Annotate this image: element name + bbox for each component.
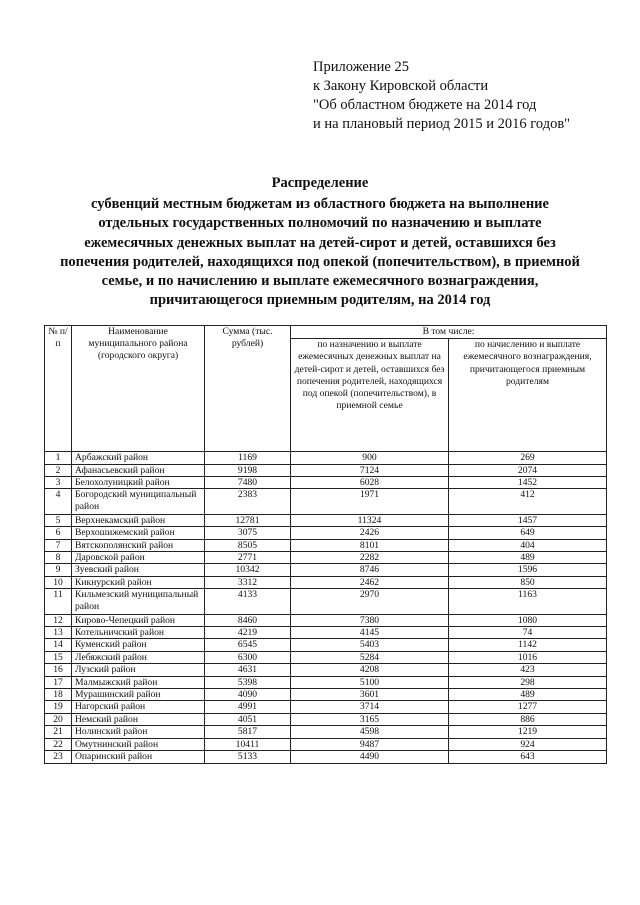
row-sum: 10342	[205, 564, 291, 576]
row-number: 8	[45, 552, 72, 564]
row-sum: 10411	[205, 738, 291, 750]
row-monthly-payments: 3714	[291, 701, 449, 713]
row-number: 14	[45, 639, 72, 651]
table-row	[45, 589, 607, 614]
row-number: 4	[45, 489, 72, 514]
row-sum: 5133	[205, 751, 291, 763]
row-sum: 4991	[205, 701, 291, 713]
title-line: Распределение	[271, 175, 369, 191]
row-foster-remuneration: 412	[449, 489, 607, 514]
header-sum: Сумма (тыс. рублей)	[205, 326, 291, 452]
table-row	[45, 576, 607, 588]
row-monthly-payments: 9487	[291, 738, 449, 750]
row-monthly-payments: 3601	[291, 689, 449, 701]
row-district-name: Мурашинский район	[72, 689, 205, 701]
row-district-name: Кирово-Чепецкий район	[72, 614, 205, 626]
row-number: 2	[45, 464, 72, 476]
row-monthly-payments: 7124	[291, 464, 449, 476]
row-number: 13	[45, 627, 72, 639]
header-including: В том числе:	[291, 326, 607, 339]
appendix-line: к Закону Кировской области	[313, 78, 489, 94]
appendix-heading	[313, 58, 570, 134]
table-row	[45, 701, 607, 713]
subvention-table	[44, 325, 607, 764]
row-foster-remuneration: 649	[449, 527, 607, 539]
table-row	[45, 726, 607, 738]
header-foster-remuneration: по начислению и выплате ежемесячного вознаграждения, причитающегося приемным родителям	[449, 339, 607, 452]
row-foster-remuneration: 74	[449, 627, 607, 639]
row-sum: 8505	[205, 539, 291, 551]
table-body	[45, 452, 607, 763]
row-foster-remuneration: 643	[449, 751, 607, 763]
table-row	[45, 689, 607, 701]
row-number: 17	[45, 676, 72, 688]
row-district-name: Верхошижемский район	[72, 527, 205, 539]
row-foster-remuneration: 850	[449, 576, 607, 588]
row-district-name: Верхнекамский район	[72, 514, 205, 526]
table-row	[45, 713, 607, 725]
row-foster-remuneration: 423	[449, 664, 607, 676]
row-sum: 12781	[205, 514, 291, 526]
header-monthly-payments: по назначению и выплате ежемесячных денежных выплат на детей-сирот и детей, оставшихся без попечения родителей, находящихся под опекой (попечительством), в приемной семье	[291, 339, 449, 452]
row-foster-remuneration: 489	[449, 552, 607, 564]
row-district-name: Даровской район	[72, 552, 205, 564]
row-sum: 9198	[205, 464, 291, 476]
row-district-name: Вятскополянский район	[72, 539, 205, 551]
row-sum: 4219	[205, 627, 291, 639]
row-sum: 3312	[205, 576, 291, 588]
row-monthly-payments: 5403	[291, 639, 449, 651]
row-district-name: Опаринский район	[72, 751, 205, 763]
row-sum: 5398	[205, 676, 291, 688]
row-foster-remuneration: 1457	[449, 514, 607, 526]
row-monthly-payments: 2462	[291, 576, 449, 588]
row-monthly-payments: 6028	[291, 477, 449, 489]
title-line: отдельных государственных полномочий по назначению и выплате	[98, 215, 542, 232]
row-foster-remuneration: 1142	[449, 639, 607, 651]
row-district-name: Лебяжский район	[72, 651, 205, 663]
row-number: 20	[45, 713, 72, 725]
row-monthly-payments: 4208	[291, 664, 449, 676]
row-foster-remuneration: 924	[449, 738, 607, 750]
row-sum: 5817	[205, 726, 291, 738]
row-foster-remuneration: 1163	[449, 589, 607, 614]
row-number: 7	[45, 539, 72, 551]
row-district-name: Зуевский район	[72, 564, 205, 576]
table-row	[45, 452, 607, 464]
row-monthly-payments: 3165	[291, 713, 449, 725]
row-monthly-payments: 2970	[291, 589, 449, 614]
row-sum: 4090	[205, 689, 291, 701]
row-foster-remuneration: 1016	[449, 651, 607, 663]
row-monthly-payments: 4490	[291, 751, 449, 763]
row-district-name: Нолинский район	[72, 726, 205, 738]
title-line: причитающегося приемным родителям, на 2014 год	[149, 292, 491, 309]
row-number: 18	[45, 689, 72, 701]
header-num: № п/п	[45, 326, 72, 452]
row-monthly-payments: 5284	[291, 651, 449, 663]
row-monthly-payments: 5100	[291, 676, 449, 688]
table-row	[45, 614, 607, 626]
row-foster-remuneration: 269	[449, 452, 607, 464]
table-row	[45, 527, 607, 539]
table-row	[45, 639, 607, 651]
row-number: 15	[45, 651, 72, 663]
row-foster-remuneration: 1219	[449, 726, 607, 738]
row-monthly-payments: 2282	[291, 552, 449, 564]
row-sum: 4051	[205, 713, 291, 725]
row-sum: 4631	[205, 664, 291, 676]
table-row	[45, 552, 607, 564]
row-sum: 8460	[205, 614, 291, 626]
row-number: 3	[45, 477, 72, 489]
row-sum: 2383	[205, 489, 291, 514]
table-row	[45, 514, 607, 526]
row-number: 19	[45, 701, 72, 713]
row-foster-remuneration: 1277	[449, 701, 607, 713]
header-name: Наименование муниципального района (городского округа)	[72, 326, 205, 452]
row-sum: 2771	[205, 552, 291, 564]
row-monthly-payments: 4598	[291, 726, 449, 738]
row-foster-remuneration: 489	[449, 689, 607, 701]
row-number: 16	[45, 664, 72, 676]
table-row	[45, 477, 607, 489]
row-monthly-payments: 8746	[291, 564, 449, 576]
row-monthly-payments: 900	[291, 452, 449, 464]
row-district-name: Малмыжский район	[72, 676, 205, 688]
title-line: попечения родителей, находящихся под опекой (попечительством), в приемной	[60, 253, 580, 270]
row-sum: 4133	[205, 589, 291, 614]
row-monthly-payments: 11324	[291, 514, 449, 526]
row-district-name: Котельничский район	[72, 627, 205, 639]
appendix-line: "Об областном бюджете на 2014 год	[313, 97, 537, 113]
title-line: семье, и по начислению и выплате ежемесячного вознаграждения,	[101, 273, 539, 290]
row-number: 5	[45, 514, 72, 526]
row-number: 11	[45, 589, 72, 614]
row-monthly-payments: 1971	[291, 489, 449, 514]
table-row	[45, 539, 607, 551]
row-district-name: Белохолуницкий район	[72, 477, 205, 489]
title-line: ежемесячных денежных выплат на детей-сирот и детей, оставшихся без	[84, 234, 556, 251]
row-number: 9	[45, 564, 72, 576]
appendix-line: Приложение 25	[313, 59, 409, 75]
row-foster-remuneration: 404	[449, 539, 607, 551]
table-row	[45, 564, 607, 576]
row-monthly-payments: 8101	[291, 539, 449, 551]
row-number: 12	[45, 614, 72, 626]
row-sum: 6545	[205, 639, 291, 651]
row-number: 21	[45, 726, 72, 738]
row-monthly-payments: 7380	[291, 614, 449, 626]
row-foster-remuneration: 1596	[449, 564, 607, 576]
row-district-name: Омутнинский район	[72, 738, 205, 750]
title-line: субвенций местным бюджетам из областного бюджета на выполнение	[91, 196, 549, 213]
table-row	[45, 489, 607, 514]
table-header-row	[45, 326, 607, 339]
row-number: 1	[45, 452, 72, 464]
row-district-name: Афанасьевский район	[72, 464, 205, 476]
row-sum: 1169	[205, 452, 291, 464]
row-foster-remuneration: 886	[449, 713, 607, 725]
row-foster-remuneration: 298	[449, 676, 607, 688]
row-monthly-payments: 2426	[291, 527, 449, 539]
table-row	[45, 464, 607, 476]
row-foster-remuneration: 1452	[449, 477, 607, 489]
row-district-name: Немский район	[72, 713, 205, 725]
row-number: 6	[45, 527, 72, 539]
table-row	[45, 751, 607, 763]
document-title	[20, 174, 620, 310]
row-district-name: Нагорский район	[72, 701, 205, 713]
appendix-line: и на плановый период 2015 и 2016 годов"	[313, 116, 571, 132]
row-sum: 3075	[205, 527, 291, 539]
row-number: 10	[45, 576, 72, 588]
row-district-name: Кикнурский район	[72, 576, 205, 588]
row-district-name: Кильмезский муниципальный район	[72, 589, 205, 614]
row-number: 23	[45, 751, 72, 763]
row-monthly-payments: 4145	[291, 627, 449, 639]
table-row	[45, 664, 607, 676]
row-district-name: Богородский муниципальный район	[72, 489, 205, 514]
table-row	[45, 676, 607, 688]
row-number: 22	[45, 738, 72, 750]
table-row	[45, 651, 607, 663]
row-foster-remuneration: 1080	[449, 614, 607, 626]
row-district-name: Лузский район	[72, 664, 205, 676]
row-foster-remuneration: 2074	[449, 464, 607, 476]
row-district-name: Арбажский район	[72, 452, 205, 464]
row-district-name: Куменский район	[72, 639, 205, 651]
table-row	[45, 627, 607, 639]
table-row	[45, 738, 607, 750]
row-sum: 6300	[205, 651, 291, 663]
row-sum: 7480	[205, 477, 291, 489]
